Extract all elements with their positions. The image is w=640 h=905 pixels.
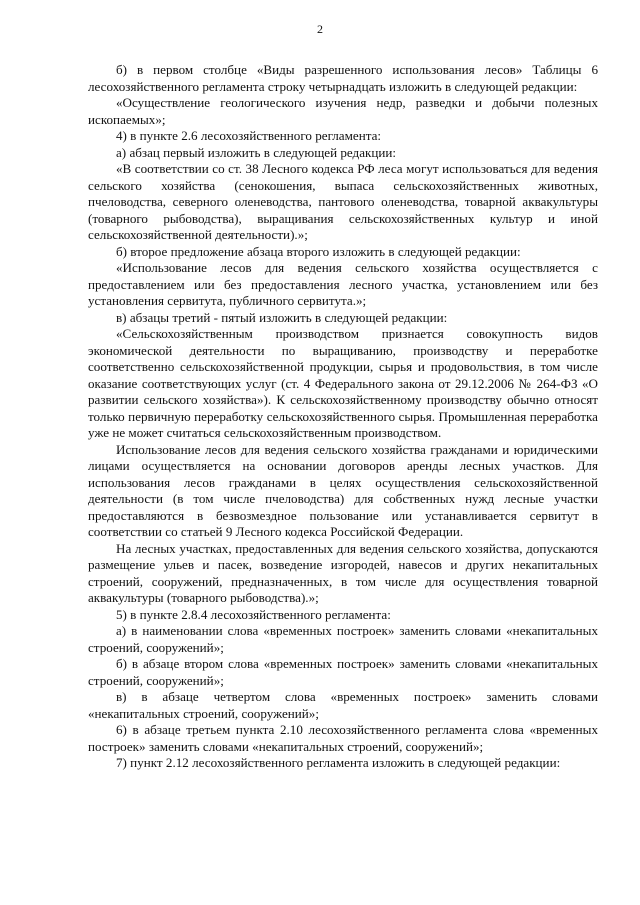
paragraph: б) второе предложение абзаца второго изложить в следующей редакции: <box>116 243 521 259</box>
paragraph: а) абзац первый изложить в следующей редакции: <box>116 144 397 160</box>
paragraph: а) в наименовании слова «временных построек» заменить словами «некапитальных строений, сооружений»; <box>88 623 598 655</box>
paragraph: б) в абзаце втором слова «временных построек» заменить словами «некапитальных строений, сооружений»; <box>88 656 598 688</box>
document-body <box>88 62 598 772</box>
paragraph: 4) в пункте 2.6 лесохозяйственного регламента: <box>116 128 382 143</box>
paragraph: «В соответствии со ст. 38 Лесного кодекса РФ леса могут использоваться для ведения сельского хозяйства (сенокошения, выпаса сельскохозяйственных животных, пчеловодства, северного оленеводства, пантового оленеводства, товарной аквакультуры (товарного рыбоводства), выращивания сельскохозяйственных культур и иной сельскохозяйственной деятельности).»; <box>88 161 598 242</box>
paragraph: «Использование лесов для ведения сельского хозяйства осуществляется с предоставлением или без предоставления лесного участка, установлением или без установления сервитута, публичного сервитута.»; <box>88 260 598 308</box>
page-number: 2 <box>317 22 323 36</box>
paragraph: 7) пункт 2.12 лесохозяйственного регламента изложить в следующей редакции: <box>116 755 561 770</box>
paragraph: в) в абзаце четвертом слова «временных построек» заменить словами «некапитальных строений, сооружений»; <box>88 689 598 721</box>
paragraph: «Осуществление геологического изучения недр, разведки и добычи полезных ископаемых»; <box>88 95 598 127</box>
paragraph: б) в первом столбце «Виды разрешенного использования лесов» Таблицы 6 лесохозяйственного регламента строку четырнадцать изложить в следующей редакции: <box>88 62 598 94</box>
paragraph: На лесных участках, предоставленных для ведения сельского хозяйства, допускаются размещение ульев и пасек, возведение изгородей, навесов и других некапитальных строений, сооружений, предназначенных, в том числе для осуществления товарной аквакультуры (товарного рыбоводства).»; <box>88 540 598 605</box>
paragraph: в) абзацы третий - пятый изложить в следующей редакции: <box>116 309 448 325</box>
paragraph: 6) в абзаце третьем пункта 2.10 лесохозяйственного регламента слова «временных построек» заменить словами «некапитальных строений, сооружений»; <box>88 722 598 754</box>
paragraph: «Сельскохозяйственным производством признается совокупность видов экономической деятельности по выращиванию, производству и переработке соответственно сельскохозяйственной продукции, сырья и продовольствия, в том числе оказание соответствующих услуг (ст. 4 Федерального закона от 29.12.2006 № 264-ФЗ «О развитии сельского хозяйства»). К сельскохозяйственному производству обычно относят только первичную переработку сельскохозяйственного сырья. Промышленная переработка уже не может считаться сельскохозяйственным производством. <box>88 326 598 440</box>
paragraph: 5) в пункте 2.8.4 лесохозяйственного регламента: <box>116 606 391 622</box>
paragraph: Использование лесов для ведения сельского хозяйства гражданами и юридическими лицами осуществляется на основании договоров аренды лесных участков. Для использования лесов гражданами в целях осуществления сельскохозяйственной деятельности (в том числе пчеловодства) для собственных нужд лесные участки предоставляются в безвозмездное пользование или устанавливается сервитут в соответствии со статьей 9 Лесного кодекса Российской Федерации. <box>88 441 598 539</box>
